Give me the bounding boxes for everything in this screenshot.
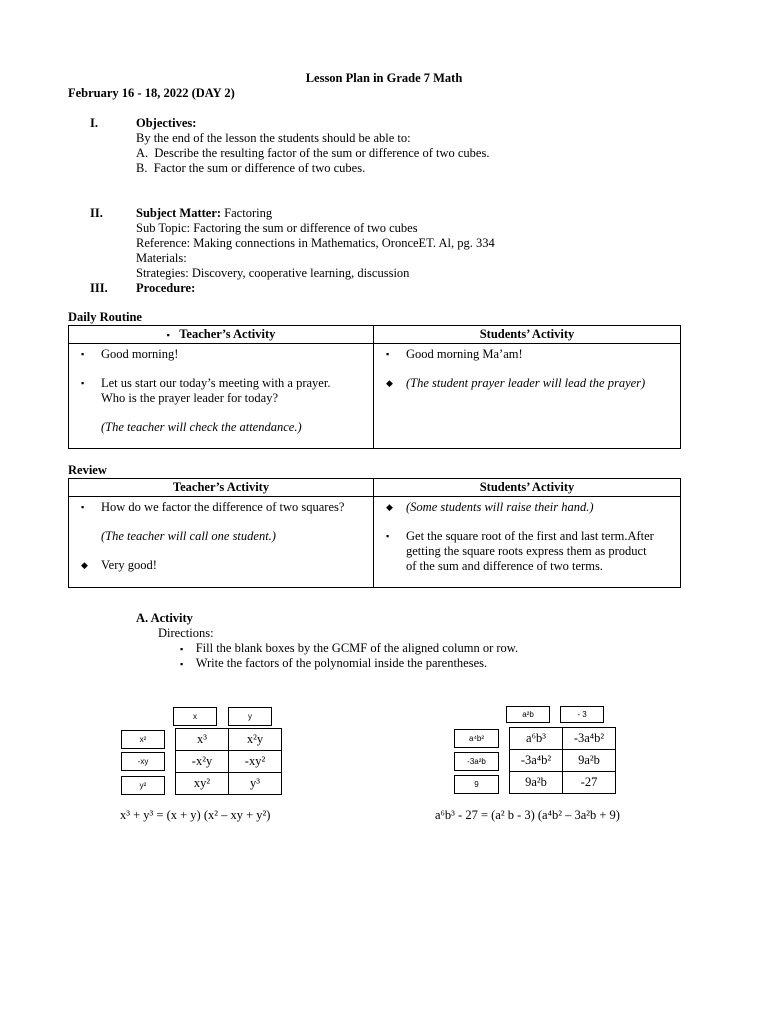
sub-topic: Sub Topic: Factoring the sum or difference of two cubes <box>136 221 418 235</box>
row-factor-box: -xy <box>121 752 165 771</box>
objectives-intro: By the end of the lesson the students should be able to: <box>136 131 411 145</box>
teacher-activity-cell <box>69 497 374 588</box>
objectives-numeral: I. <box>90 116 98 130</box>
column-factor-box: x <box>173 707 217 726</box>
review-table <box>68 478 681 588</box>
grid-cell: x³ <box>176 729 229 751</box>
table-row <box>510 750 616 772</box>
table-row <box>510 772 616 794</box>
objective-letter: A. <box>136 146 149 160</box>
students-activity-header: Students’ Activity <box>374 479 681 497</box>
grid-cell: x²y <box>229 729 282 751</box>
grid-cell: a⁶b³ <box>510 728 563 750</box>
grid-cell: -27 <box>563 772 616 794</box>
row-factor-box: 9 <box>454 775 499 794</box>
grid-cell: -3a⁴b² <box>510 750 563 772</box>
list-item: ◆ (Some students will raise their hand.) <box>386 500 594 514</box>
teacher-activity-header: ▪ Teacher’s Activity <box>69 326 374 344</box>
row-factor-box: a⁴b² <box>454 729 499 748</box>
list-item: ▪ Let us start our today’s meeting with a prayer. Who is the prayer leader for today? <box>81 376 331 405</box>
students-activity-cell <box>374 344 681 449</box>
students-activity-header: Students’ Activity <box>374 326 681 344</box>
list-item: ▪ Good morning Ma’am! <box>386 347 523 361</box>
direction-item: ▪ Write the factors of the polynomial inside the parentheses. <box>180 656 488 670</box>
lesson-date: February 16 - 18, 2022 (DAY 2) <box>68 86 235 100</box>
column-factor-box: - 3 <box>560 706 604 723</box>
daily-routine-label: Daily Routine <box>68 310 142 324</box>
teacher-activity-cell <box>69 344 374 449</box>
list-item: ▪ Good morning! <box>81 347 179 361</box>
reference: Reference: Making connections in Mathematics, OronceET. Al, pg. 334 <box>136 236 495 250</box>
table-row <box>176 751 282 773</box>
table-row <box>510 728 616 750</box>
objective-letter: B. <box>136 161 148 175</box>
row-factor-box: y² <box>121 776 165 795</box>
review-label: Review <box>68 463 107 477</box>
direction-item: ▪ Fill the blank boxes by the GCMF of the aligned column or row. <box>180 641 519 655</box>
row-factor-box: x² <box>121 730 165 749</box>
list-item: ▪ Get the square root of the first and last term.After getting the square roots express them as product of the sum and difference of two terms. <box>386 529 654 573</box>
grid-cell: -xy² <box>229 751 282 773</box>
teacher-activity-header: Teacher’s Activity <box>69 479 374 497</box>
objectives-heading: Objectives: <box>136 116 197 130</box>
list-item: ◆ Very good! <box>81 558 157 572</box>
column-factor-box: a²b <box>506 706 550 723</box>
page-title: Lesson Plan in Grade 7 Math <box>305 71 463 85</box>
grid-cell: 9a²b <box>510 772 563 794</box>
grid-cell: 9a²b <box>563 750 616 772</box>
materials: Materials: <box>136 251 187 265</box>
daily-routine-table <box>68 325 681 449</box>
strategies: Strategies: Discovery, cooperative learning, discussion <box>136 266 410 280</box>
subject-matter-numeral: II. <box>90 206 103 220</box>
teacher-note: (The teacher will check the attendance.) <box>101 420 302 434</box>
list-item: ▪ How do we factor the difference of two squares? <box>81 500 345 514</box>
row-factor-box: -3a²b <box>454 752 499 771</box>
activity-heading: A. Activity <box>136 611 193 625</box>
equation-1: x³ + y³ = (x + y) (x² – xy + y²) <box>120 808 271 822</box>
subject-matter-value: Factoring <box>224 206 273 220</box>
teacher-note: (The teacher will call one student.) <box>101 529 276 543</box>
grid-cell: -3a⁴b² <box>563 728 616 750</box>
objective-text: Factor the sum or difference of two cubes. <box>153 161 366 175</box>
subject-matter-line <box>136 206 272 221</box>
table-row <box>176 729 282 751</box>
subject-matter-heading: Subject Matter: <box>136 206 222 220</box>
list-item: ◆ (The student prayer leader will lead the prayer) <box>386 376 646 390</box>
procedure-numeral: III. <box>90 281 108 295</box>
objective-item-b <box>136 161 365 176</box>
grid-cell: -x²y <box>176 751 229 773</box>
objective-text: Describe the resulting factor of the sum or difference of two cubes. <box>154 146 490 160</box>
factor-grid-1 <box>175 728 282 795</box>
column-factor-box: y <box>228 707 272 726</box>
grid-cell: y³ <box>229 773 282 795</box>
factor-grid-2 <box>509 727 616 794</box>
equation-2: a⁶b³ - 27 = (a² b - 3) (a⁴b² – 3a²b + 9) <box>435 808 620 822</box>
objective-item-a <box>136 146 489 161</box>
table-row <box>176 773 282 795</box>
grid-cell: xy² <box>176 773 229 795</box>
procedure-heading: Procedure: <box>136 281 196 295</box>
students-activity-cell <box>374 497 681 588</box>
directions-label: Directions: <box>158 626 214 640</box>
